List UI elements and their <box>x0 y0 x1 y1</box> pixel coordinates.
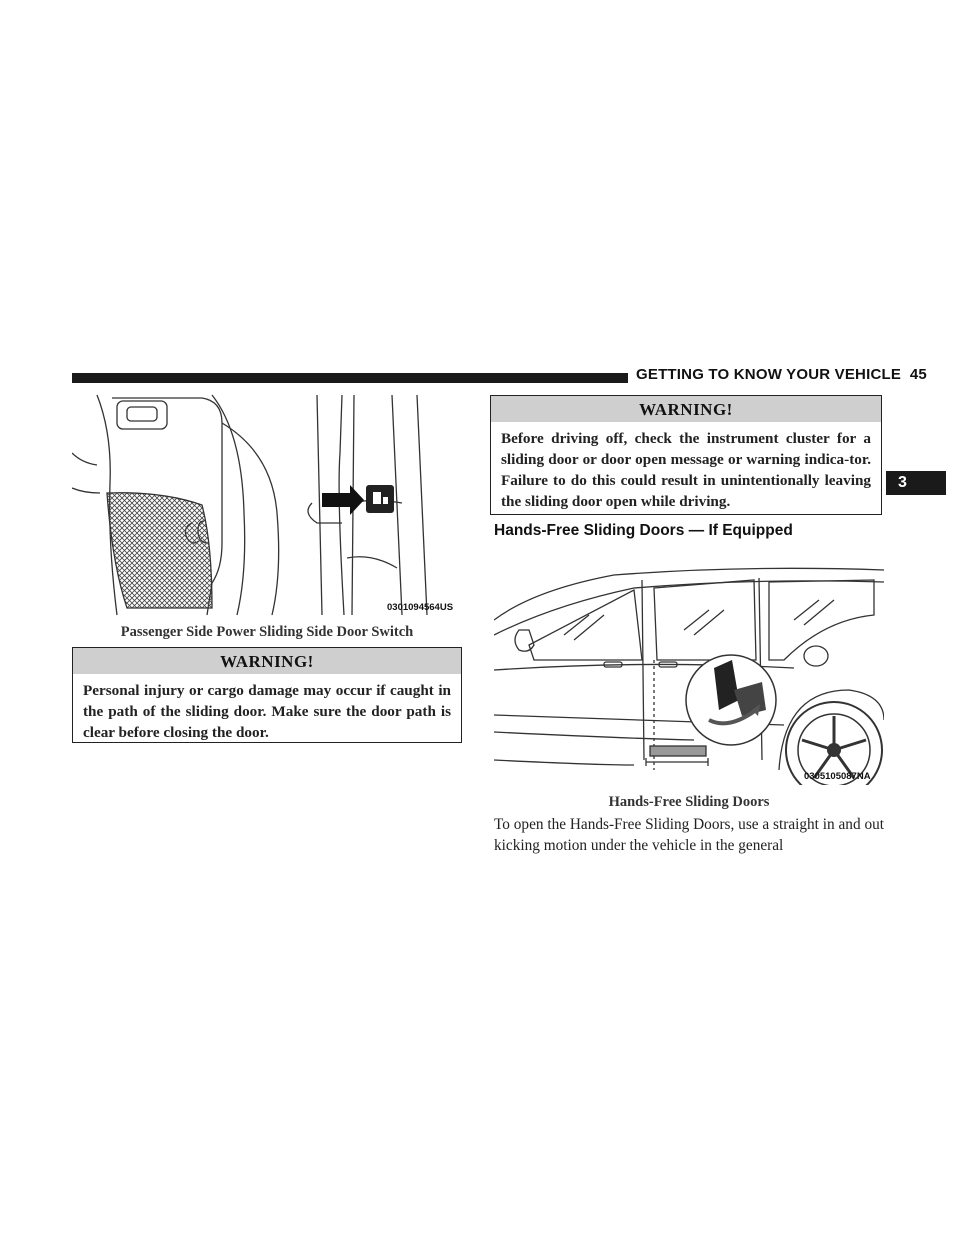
figure-caption: Hands-Free Sliding Doors <box>608 794 770 810</box>
warning-text: Personal injury or cargo damage may occur if caught in the path of the sliding door. Make sure the door path is clear before closing the door. <box>83 682 451 741</box>
warning-title: WARNING! <box>491 396 881 422</box>
figure-hands-free-doors <box>494 560 884 785</box>
warning-text: Before driving off, check the instrument cluster for a sliding door or door open message or warning indica-tor. Failure to do this could result in unintentionally leaving the sliding door open while driving. <box>501 430 871 510</box>
warning-box-right <box>490 395 882 515</box>
door-switch-illustration <box>72 393 462 618</box>
running-header <box>636 366 927 383</box>
warning-box-left <box>72 647 462 743</box>
figure-code: 0305105087NA <box>804 771 871 782</box>
page-number: 45 <box>909 366 927 383</box>
figure-door-switch <box>72 393 462 618</box>
section-heading: Hands-Free Sliding Doors — If Equipped <box>494 522 793 539</box>
warning-title: WARNING! <box>73 648 461 674</box>
header-rule <box>72 373 628 383</box>
chapter-tab[interactable]: 3 <box>886 471 946 495</box>
minivan-illustration <box>494 560 884 785</box>
figure-code: 0301094564US <box>387 602 454 613</box>
figure-caption: Passenger Side Power Sliding Side Door Switch <box>120 624 414 640</box>
section-title: GETTING TO KNOW YOUR VEHICLE <box>636 366 902 383</box>
body-paragraph: To open the Hands-Free Sliding Doors, use a straight in and out kicking motion under the vehicle in the general <box>494 816 884 854</box>
